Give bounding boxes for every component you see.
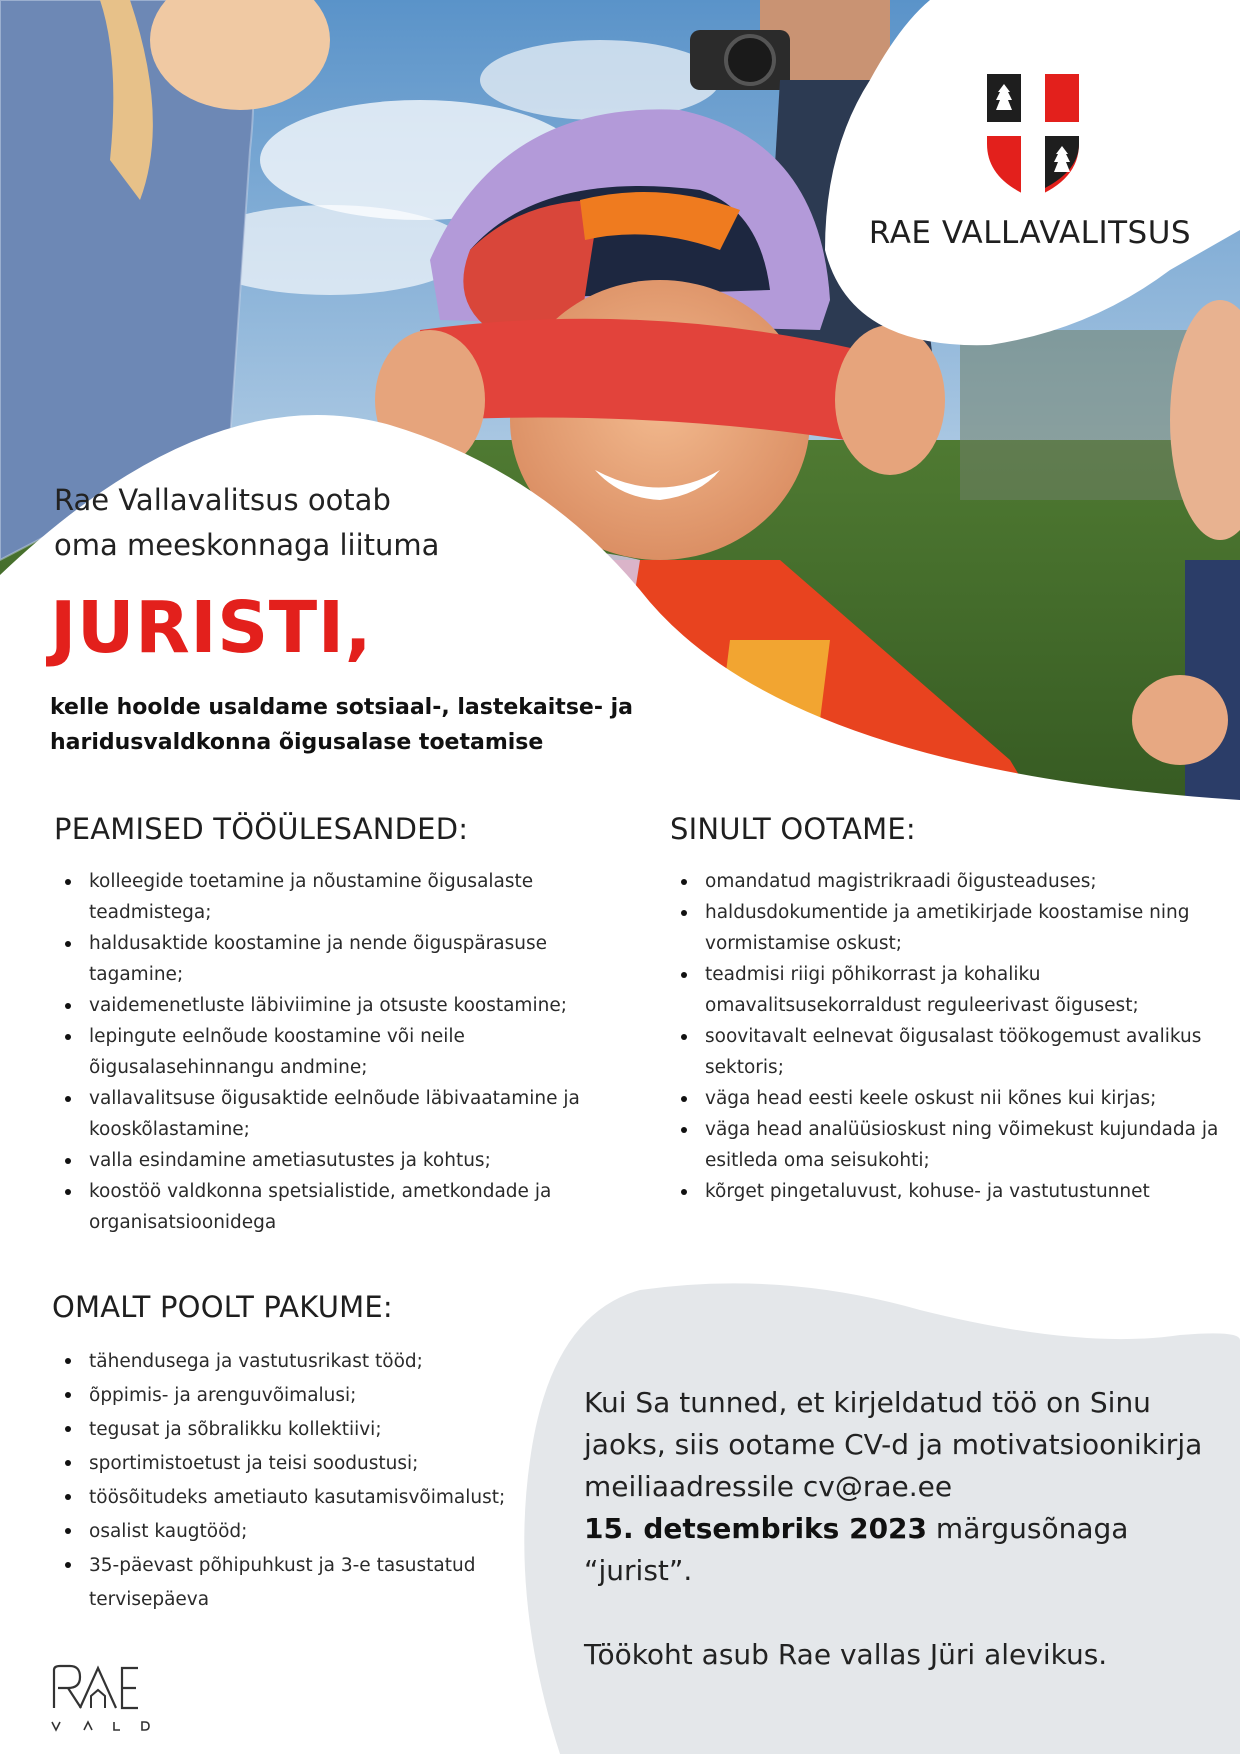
offer-heading: OMALT POOLT PAKUME: xyxy=(52,1290,393,1324)
requirements-heading: SINULT OOTAME: xyxy=(670,812,916,846)
work-location: Töökoht asub Rae vallas Jüri alevikus. xyxy=(584,1638,1108,1671)
intro-text xyxy=(54,478,614,568)
intro-line-2: oma meeskonnaga liituma xyxy=(54,528,440,562)
deadline-date: 15. detsembriks 2023 xyxy=(584,1512,928,1545)
list-item: kolleegide toetamine ja nõustamine õigusalaste teadmistega; xyxy=(54,866,614,928)
list-item: vaidemenetluste läbiviimine ja otsuste koostamine; xyxy=(54,990,614,1021)
list-item: vallavalitsuse õigusaktide eelnõude läbivaatamine ja kooskõlastamine; xyxy=(54,1083,614,1145)
job-title: JURISTI, xyxy=(50,586,373,669)
intro-line-1: Rae Vallavalitsus ootab xyxy=(54,483,391,517)
list-item: kõrget pingetaluvust, kohuse- ja vastutustunnet xyxy=(670,1176,1225,1207)
list-item: haldusaktide koostamine ja nende õiguspärasuse tagamine; xyxy=(54,928,614,990)
contact-line-3: meiliaadressile cv@rae.ee xyxy=(584,1470,953,1503)
contact-line-2: jaoks, siis ootame CV-d ja motivatsioonikirja xyxy=(584,1428,1203,1461)
list-item: haldusdokumentide ja ametikirjade koostamise ning vormistamise oskust; xyxy=(670,897,1225,959)
list-item: töösõitudeks ametiauto kasutamisvõimalust; xyxy=(54,1481,524,1515)
list-item: tähendusega ja vastutusrikast tööd; xyxy=(54,1345,524,1379)
list-item: väga head analüüsioskust ning võimekust kujundada ja esitleda oma seisukohti; xyxy=(670,1114,1225,1176)
coat-of-arms-icon xyxy=(983,70,1083,200)
rae-vald-logo xyxy=(50,1664,160,1734)
requirements-list xyxy=(670,866,1225,1207)
job-subtitle xyxy=(50,690,690,760)
list-item: soovitavalt eelnevat õigusalast töökogemust avalikus sektoris; xyxy=(670,1021,1225,1083)
list-item: sportimistoetust ja teisi soodustusi; xyxy=(54,1447,524,1481)
list-item: koostöö valdkonna spetsialistide, ametkondade ja organisatsioonidega xyxy=(54,1176,614,1238)
tasks-list xyxy=(54,866,614,1238)
list-item: lepingute eelnõude koostamine või neile õigusalasehinnangu andmine; xyxy=(54,1021,614,1083)
subtitle-line-2: haridusvaldkonna õigusalase toetamise xyxy=(50,730,544,755)
list-item: teadmisi riigi põhikorrast ja kohaliku omavalitsusekorraldust reguleerivast õigusest; xyxy=(670,959,1225,1021)
list-item: valla esindamine ametiasutustes ja kohtus; xyxy=(54,1145,614,1176)
subtitle-line-1: kelle hoolde usaldame sotsiaal-, lastekaitse- ja xyxy=(50,695,634,720)
list-item: omandatud magistrikraadi õigusteaduses; xyxy=(670,866,1225,897)
list-item: väga head eesti keele oskust nii kõnes kui kirjas; xyxy=(670,1083,1225,1114)
list-item: tegusat ja sõbralikku kollektiivi; xyxy=(54,1413,524,1447)
contact-block xyxy=(584,1382,1224,1676)
organization-name: RAE VALLAVALITSUS xyxy=(868,215,1192,251)
deadline-line xyxy=(584,1508,1224,1592)
deadline-suffix: märgusõnaga “jurist”. xyxy=(584,1512,1129,1587)
list-item: 35-päevast põhipuhkust ja 3-e tasustatud tervisepäeva xyxy=(54,1549,524,1617)
tasks-heading: PEAMISED TÖÖÜLESANDED: xyxy=(54,812,469,846)
list-item: osalist kaugtööd; xyxy=(54,1515,524,1549)
contact-line-1: Kui Sa tunned, et kirjeldatud töö on Sinu xyxy=(584,1386,1151,1419)
list-item: õppimis- ja arenguvõimalusi; xyxy=(54,1379,524,1413)
offer-list xyxy=(54,1345,524,1617)
